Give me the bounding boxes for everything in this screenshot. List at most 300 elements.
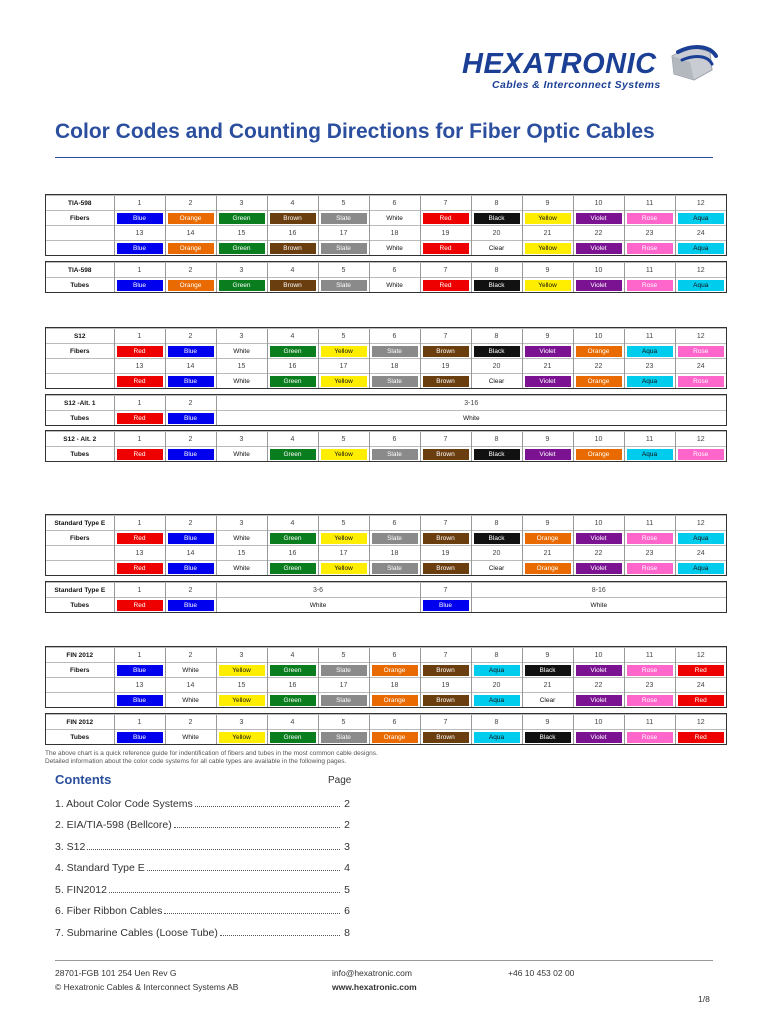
page-number: 1/8	[698, 994, 710, 1004]
number-cell: 2	[165, 583, 216, 598]
color-name: Black	[474, 346, 520, 357]
color-name: Black	[525, 665, 571, 676]
number-cell: 6	[369, 432, 420, 447]
color-name: Orange	[525, 533, 571, 544]
number-cell: 1	[114, 516, 165, 531]
color-name: Red	[678, 695, 725, 706]
copyright: © Hexatronic Cables & Interconnect Systems AB	[55, 982, 239, 992]
color-swatch-aqua	[471, 693, 522, 708]
number-cell: 23	[624, 546, 675, 561]
stripe-marker	[323, 254, 331, 256]
brand-name: HEXATRONIC	[462, 48, 657, 80]
toc-item[interactable]: 4. Standard Type E 4	[55, 862, 350, 875]
stripe-marker	[629, 387, 637, 389]
color-name: Brown	[423, 346, 469, 357]
color-swatch-red	[114, 598, 165, 613]
color-name: Rose	[678, 346, 725, 357]
color-swatch-aqua	[675, 278, 726, 293]
color-name: Yellow	[321, 346, 367, 357]
color-name: Yellow	[525, 243, 571, 254]
table-label-spacer	[46, 374, 114, 389]
color-name: White	[474, 600, 725, 611]
color-swatch-rose	[675, 374, 726, 389]
color-swatch-brown	[420, 663, 471, 678]
toc-item[interactable]: 3. S12 3	[55, 840, 350, 853]
color-swatch-red	[114, 561, 165, 576]
table-label-spacer	[46, 359, 114, 374]
number-cell: 8	[471, 263, 522, 278]
number-cell: 11	[624, 648, 675, 663]
color-swatch-yellow	[318, 447, 369, 462]
number-cell: 10	[573, 263, 624, 278]
color-swatch-red	[114, 374, 165, 389]
table-sublabel: Tubes	[46, 730, 114, 745]
color-swatch-blue	[114, 241, 165, 256]
color-swatch-green	[267, 374, 318, 389]
color-swatch-white	[369, 211, 420, 226]
number-cell: 6	[369, 516, 420, 531]
number-cell: 19	[420, 359, 471, 374]
color-name: White	[219, 346, 265, 357]
number-cell: 3	[216, 516, 267, 531]
color-name: Green	[270, 665, 316, 676]
number-cell: 14	[165, 678, 216, 693]
table-label: TIA-598	[46, 196, 114, 211]
stripe-marker	[272, 254, 280, 256]
color-name: Blue	[168, 376, 214, 387]
table-label: Standard Type E	[46, 583, 114, 598]
stripe-marker	[527, 574, 535, 576]
number-cell: 4	[267, 196, 318, 211]
table-label: TIA-598	[46, 263, 114, 278]
color-name: Aqua	[678, 533, 725, 544]
number-cell: 10	[573, 329, 624, 344]
number-cell: 16	[267, 359, 318, 374]
color-swatch-white	[216, 344, 267, 359]
number-cell: 18	[369, 359, 420, 374]
color-swatch-brown	[267, 241, 318, 256]
number-cell: 2	[165, 516, 216, 531]
color-name: Brown	[423, 376, 469, 387]
color-swatch-brown	[267, 278, 318, 293]
color-swatch-green	[267, 693, 318, 708]
color-swatch-black	[471, 278, 522, 293]
stripe-marker	[425, 706, 433, 708]
stripe-marker	[578, 387, 586, 389]
stripe-marker	[578, 706, 586, 708]
stripe-marker	[221, 574, 229, 576]
color-name: Orange	[525, 563, 571, 574]
number-cell: 1	[114, 583, 165, 598]
number-cell: 2	[165, 648, 216, 663]
table-sublabel: Tubes	[46, 411, 114, 426]
number-cell: 8	[471, 196, 522, 211]
color-swatch-brown	[420, 374, 471, 389]
website-link[interactable]: www.hexatronic.com	[332, 982, 417, 992]
color-swatch-aqua	[471, 730, 522, 745]
color-swatch-rose	[624, 561, 675, 576]
color-name: Yellow	[525, 280, 571, 291]
color-name: Black	[474, 449, 520, 460]
color-swatch-yellow	[318, 531, 369, 546]
color-swatch-aqua	[675, 561, 726, 576]
color-swatch-yellow	[318, 344, 369, 359]
color-name: White	[219, 449, 265, 460]
number-cell: 20	[471, 226, 522, 241]
color-name: Aqua	[678, 280, 725, 291]
stripe-marker	[374, 387, 382, 389]
color-swatch-blue	[420, 598, 471, 613]
color-swatch-red	[114, 531, 165, 546]
number-cell: 9	[522, 715, 573, 730]
color-swatch-black	[471, 211, 522, 226]
number-cell: 4	[267, 432, 318, 447]
number-cell: 19	[420, 226, 471, 241]
table-s12-alt1-tubes	[45, 394, 727, 426]
toc-item[interactable]: 7. Submarine Cables (Loose Tube) 8	[55, 926, 350, 939]
color-swatch-red	[114, 447, 165, 462]
color-swatch-black	[522, 730, 573, 745]
number-cell: 24	[675, 546, 726, 561]
number-cell: 19	[420, 678, 471, 693]
table-label-spacer	[46, 226, 114, 241]
number-cell: 7	[420, 715, 471, 730]
color-name: Brown	[423, 665, 469, 676]
color-swatch-slate	[369, 344, 420, 359]
number-cell: 3	[216, 648, 267, 663]
color-name: Violet	[576, 695, 622, 706]
table-sublabel: Fibers	[46, 344, 114, 359]
color-swatch-brown	[420, 693, 471, 708]
color-swatch-black	[471, 344, 522, 359]
toc-item[interactable]: 1. About Color Code Systems 2	[55, 797, 350, 810]
color-name: Rose	[627, 665, 673, 676]
color-name: Slate	[321, 280, 367, 291]
color-name: Violet	[576, 665, 622, 676]
color-swatch-red	[675, 693, 726, 708]
number-cell: 8	[471, 648, 522, 663]
color-swatch-aqua	[624, 344, 675, 359]
number-cell: 13	[114, 226, 165, 241]
number-cell: 21	[522, 359, 573, 374]
color-name: Yellow	[321, 376, 367, 387]
color-name: White	[219, 413, 725, 424]
number-cell: 12	[675, 196, 726, 211]
number-cell: 14	[165, 359, 216, 374]
color-swatch-yellow	[522, 211, 573, 226]
stripe-marker	[629, 574, 637, 576]
color-name: Red	[117, 376, 163, 387]
color-swatch-orange	[522, 561, 573, 576]
color-swatch-aqua	[675, 531, 726, 546]
color-swatch-violet	[573, 663, 624, 678]
number-cell: 7	[420, 432, 471, 447]
color-name: Rose	[678, 449, 725, 460]
stripe-marker	[374, 574, 382, 576]
number-cell: 1	[114, 648, 165, 663]
color-name: Brown	[423, 449, 469, 460]
number-cell: 8	[471, 432, 522, 447]
email-link[interactable]: info@hexatronic.com	[332, 968, 412, 978]
color-swatch-blue	[114, 730, 165, 745]
number-cell: 10	[573, 516, 624, 531]
color-swatch-orange	[165, 241, 216, 256]
color-swatch-blue	[114, 663, 165, 678]
number-cell: 9	[522, 263, 573, 278]
number-cell: 24	[675, 359, 726, 374]
color-swatch-blue	[165, 374, 216, 389]
number-cell: 7	[420, 648, 471, 663]
color-swatch-violet	[573, 531, 624, 546]
number-cell: 6	[369, 715, 420, 730]
table-tia-tubes	[45, 261, 727, 293]
color-name: Red	[117, 346, 163, 357]
color-swatch-violet	[573, 278, 624, 293]
stripe-marker	[323, 574, 331, 576]
color-swatch-white	[369, 278, 420, 293]
number-cell: 2	[165, 432, 216, 447]
color-swatch-white	[165, 693, 216, 708]
color-swatch-rose	[675, 344, 726, 359]
color-swatch-orange	[165, 211, 216, 226]
color-swatch-orange	[573, 447, 624, 462]
color-name: Aqua	[627, 449, 673, 460]
color-swatch-red	[114, 344, 165, 359]
number-cell: 12	[675, 715, 726, 730]
color-swatch-white	[216, 561, 267, 576]
color-name: White	[168, 665, 214, 676]
number-cell: 13	[114, 546, 165, 561]
number-cell: 22	[573, 678, 624, 693]
number-cell: 8	[471, 329, 522, 344]
number-cell: 5	[318, 263, 369, 278]
color-name: Green	[270, 732, 316, 743]
toc-item[interactable]: 5. FIN2012 5	[55, 883, 350, 896]
color-swatch-red	[420, 278, 471, 293]
stripe-marker	[578, 574, 586, 576]
number-cell: 15	[216, 226, 267, 241]
number-cell: 1	[114, 432, 165, 447]
note-line-2: Detailed information about the color code systems for all cable types are available in the following pages.	[45, 758, 347, 765]
number-cell: 13	[114, 678, 165, 693]
stripe-marker	[374, 706, 382, 708]
number-cell: 1	[114, 196, 165, 211]
number-cell: 2	[165, 715, 216, 730]
color-swatch-aqua	[624, 447, 675, 462]
color-swatch-aqua	[471, 663, 522, 678]
color-name: Yellow	[321, 563, 367, 574]
color-name: Green	[270, 346, 316, 357]
color-swatch-yellow	[216, 730, 267, 745]
color-swatch-black	[522, 663, 573, 678]
table-label-spacer	[46, 561, 114, 576]
color-swatch-green	[216, 241, 267, 256]
color-name: Aqua	[474, 732, 520, 743]
color-name: Aqua	[678, 213, 725, 224]
toc-item[interactable]: 6. Fiber Ribbon Cables 6	[55, 905, 350, 918]
color-swatch-violet	[573, 241, 624, 256]
number-cell: 17	[318, 678, 369, 693]
stripe-marker	[170, 254, 178, 256]
stripe-marker	[272, 706, 280, 708]
table-label: FIN 2012	[46, 715, 114, 730]
color-swatch-green	[267, 663, 318, 678]
number-cell: 15	[216, 546, 267, 561]
color-name: White	[372, 280, 418, 291]
number-cell: 10	[573, 648, 624, 663]
color-swatch-rose	[624, 241, 675, 256]
color-name: Slate	[372, 533, 418, 544]
color-name: Red	[678, 732, 725, 743]
color-name: Blue	[117, 243, 163, 254]
number-cell: 5	[318, 516, 369, 531]
color-name: Red	[117, 413, 163, 424]
stripe-marker	[425, 387, 433, 389]
number-cell: 16	[267, 546, 318, 561]
number-cell: 12	[675, 263, 726, 278]
color-name: Red	[423, 213, 469, 224]
number-cell: 10	[573, 196, 624, 211]
number-cell: 23	[624, 226, 675, 241]
stripe-marker	[170, 574, 178, 576]
number-cell: 11	[624, 715, 675, 730]
color-name: Green	[270, 533, 316, 544]
page-title: Color Codes and Counting Directions for Fiber Optic Cables	[55, 120, 655, 143]
color-name: Red	[117, 449, 163, 460]
color-name: White	[219, 376, 265, 387]
color-name: Violet	[525, 449, 571, 460]
stripe-marker	[425, 574, 433, 576]
color-swatch-violet	[522, 374, 573, 389]
number-cell: 14	[165, 226, 216, 241]
color-name: Yellow	[321, 449, 367, 460]
color-name: Blue	[117, 732, 163, 743]
color-swatch-blue	[165, 411, 216, 426]
number-cell: 5	[318, 648, 369, 663]
color-name: Black	[474, 533, 520, 544]
stripe-marker	[680, 706, 688, 708]
number-cell: 9	[522, 432, 573, 447]
color-name: Orange	[372, 665, 418, 676]
color-name: Green	[219, 280, 265, 291]
color-swatch-blue	[165, 447, 216, 462]
color-name: Blue	[423, 600, 469, 611]
color-name: Black	[474, 280, 520, 291]
number-cell: 10	[573, 715, 624, 730]
color-swatch-white	[216, 447, 267, 462]
table-label-spacer	[46, 241, 114, 256]
color-name: Green	[270, 376, 316, 387]
color-name: Black	[525, 732, 571, 743]
number-cell: 2	[165, 196, 216, 211]
stripe-marker	[119, 706, 127, 708]
number-cell: 8-16	[471, 583, 726, 598]
color-name: Slate	[372, 449, 418, 460]
color-swatch-clear	[471, 374, 522, 389]
number-cell: 3	[216, 329, 267, 344]
color-name: Violet	[576, 243, 622, 254]
color-name: Violet	[576, 563, 622, 574]
color-swatch-red	[675, 730, 726, 745]
stripe-marker	[170, 387, 178, 389]
color-name: Aqua	[678, 563, 725, 574]
number-cell: 22	[573, 546, 624, 561]
doc-number: 28701-FGB 101 254 Uen Rev G	[55, 968, 177, 978]
color-swatch-brown	[267, 211, 318, 226]
stripe-marker	[374, 254, 382, 256]
stripe-marker	[323, 706, 331, 708]
number-cell: 4	[267, 715, 318, 730]
number-cell: 1	[114, 396, 165, 411]
color-swatch-white	[165, 730, 216, 745]
color-name: Violet	[525, 346, 571, 357]
stripe-marker	[680, 574, 688, 576]
number-cell: 24	[675, 226, 726, 241]
color-swatch-orange	[165, 278, 216, 293]
color-swatch-green	[267, 730, 318, 745]
color-name: Clear	[474, 563, 520, 574]
color-swatch-violet	[573, 211, 624, 226]
color-swatch-slate	[318, 730, 369, 745]
color-name: Green	[270, 449, 316, 460]
table-sublabel: Fibers	[46, 531, 114, 546]
stripe-marker	[527, 706, 535, 708]
color-name: White	[168, 732, 214, 743]
color-name: Aqua	[627, 346, 673, 357]
number-cell: 9	[522, 516, 573, 531]
stripe-marker	[680, 387, 688, 389]
color-name: Red	[117, 563, 163, 574]
color-swatch-slate	[318, 663, 369, 678]
contents-page-heading: Page	[328, 775, 352, 786]
color-name: Violet	[525, 376, 571, 387]
color-swatch-slate	[369, 374, 420, 389]
brand-tagline: Cables & Interconnect Systems	[492, 79, 661, 91]
stripe-marker	[272, 387, 280, 389]
color-swatch-rose	[624, 278, 675, 293]
number-cell: 20	[471, 359, 522, 374]
color-swatch-clear	[522, 693, 573, 708]
color-name: Red	[117, 533, 163, 544]
toc-item[interactable]: 2. EIA/TIA-598 (Bellcore) 2	[55, 819, 350, 832]
color-name: White	[219, 600, 418, 611]
color-name: Rose	[678, 376, 725, 387]
number-cell: 1	[114, 263, 165, 278]
color-name: Blue	[168, 563, 214, 574]
number-cell: 18	[369, 678, 420, 693]
number-cell: 3-6	[216, 583, 420, 598]
number-cell: 11	[624, 329, 675, 344]
stripe-marker	[119, 387, 127, 389]
table-s12-fibers	[45, 327, 727, 389]
color-swatch-brown	[420, 531, 471, 546]
color-swatch-green	[267, 447, 318, 462]
number-cell: 21	[522, 678, 573, 693]
color-swatch-brown	[420, 344, 471, 359]
color-swatch-white	[369, 241, 420, 256]
color-swatch-slate	[318, 278, 369, 293]
table-label-spacer	[46, 546, 114, 561]
number-cell: 4	[267, 329, 318, 344]
number-cell: 7	[420, 263, 471, 278]
number-cell: 1	[114, 329, 165, 344]
color-name: Blue	[168, 449, 214, 460]
color-swatch-green	[267, 531, 318, 546]
number-cell: 8	[471, 516, 522, 531]
stripe-marker	[272, 574, 280, 576]
number-cell: 7	[420, 583, 471, 598]
color-name: Rose	[627, 533, 673, 544]
